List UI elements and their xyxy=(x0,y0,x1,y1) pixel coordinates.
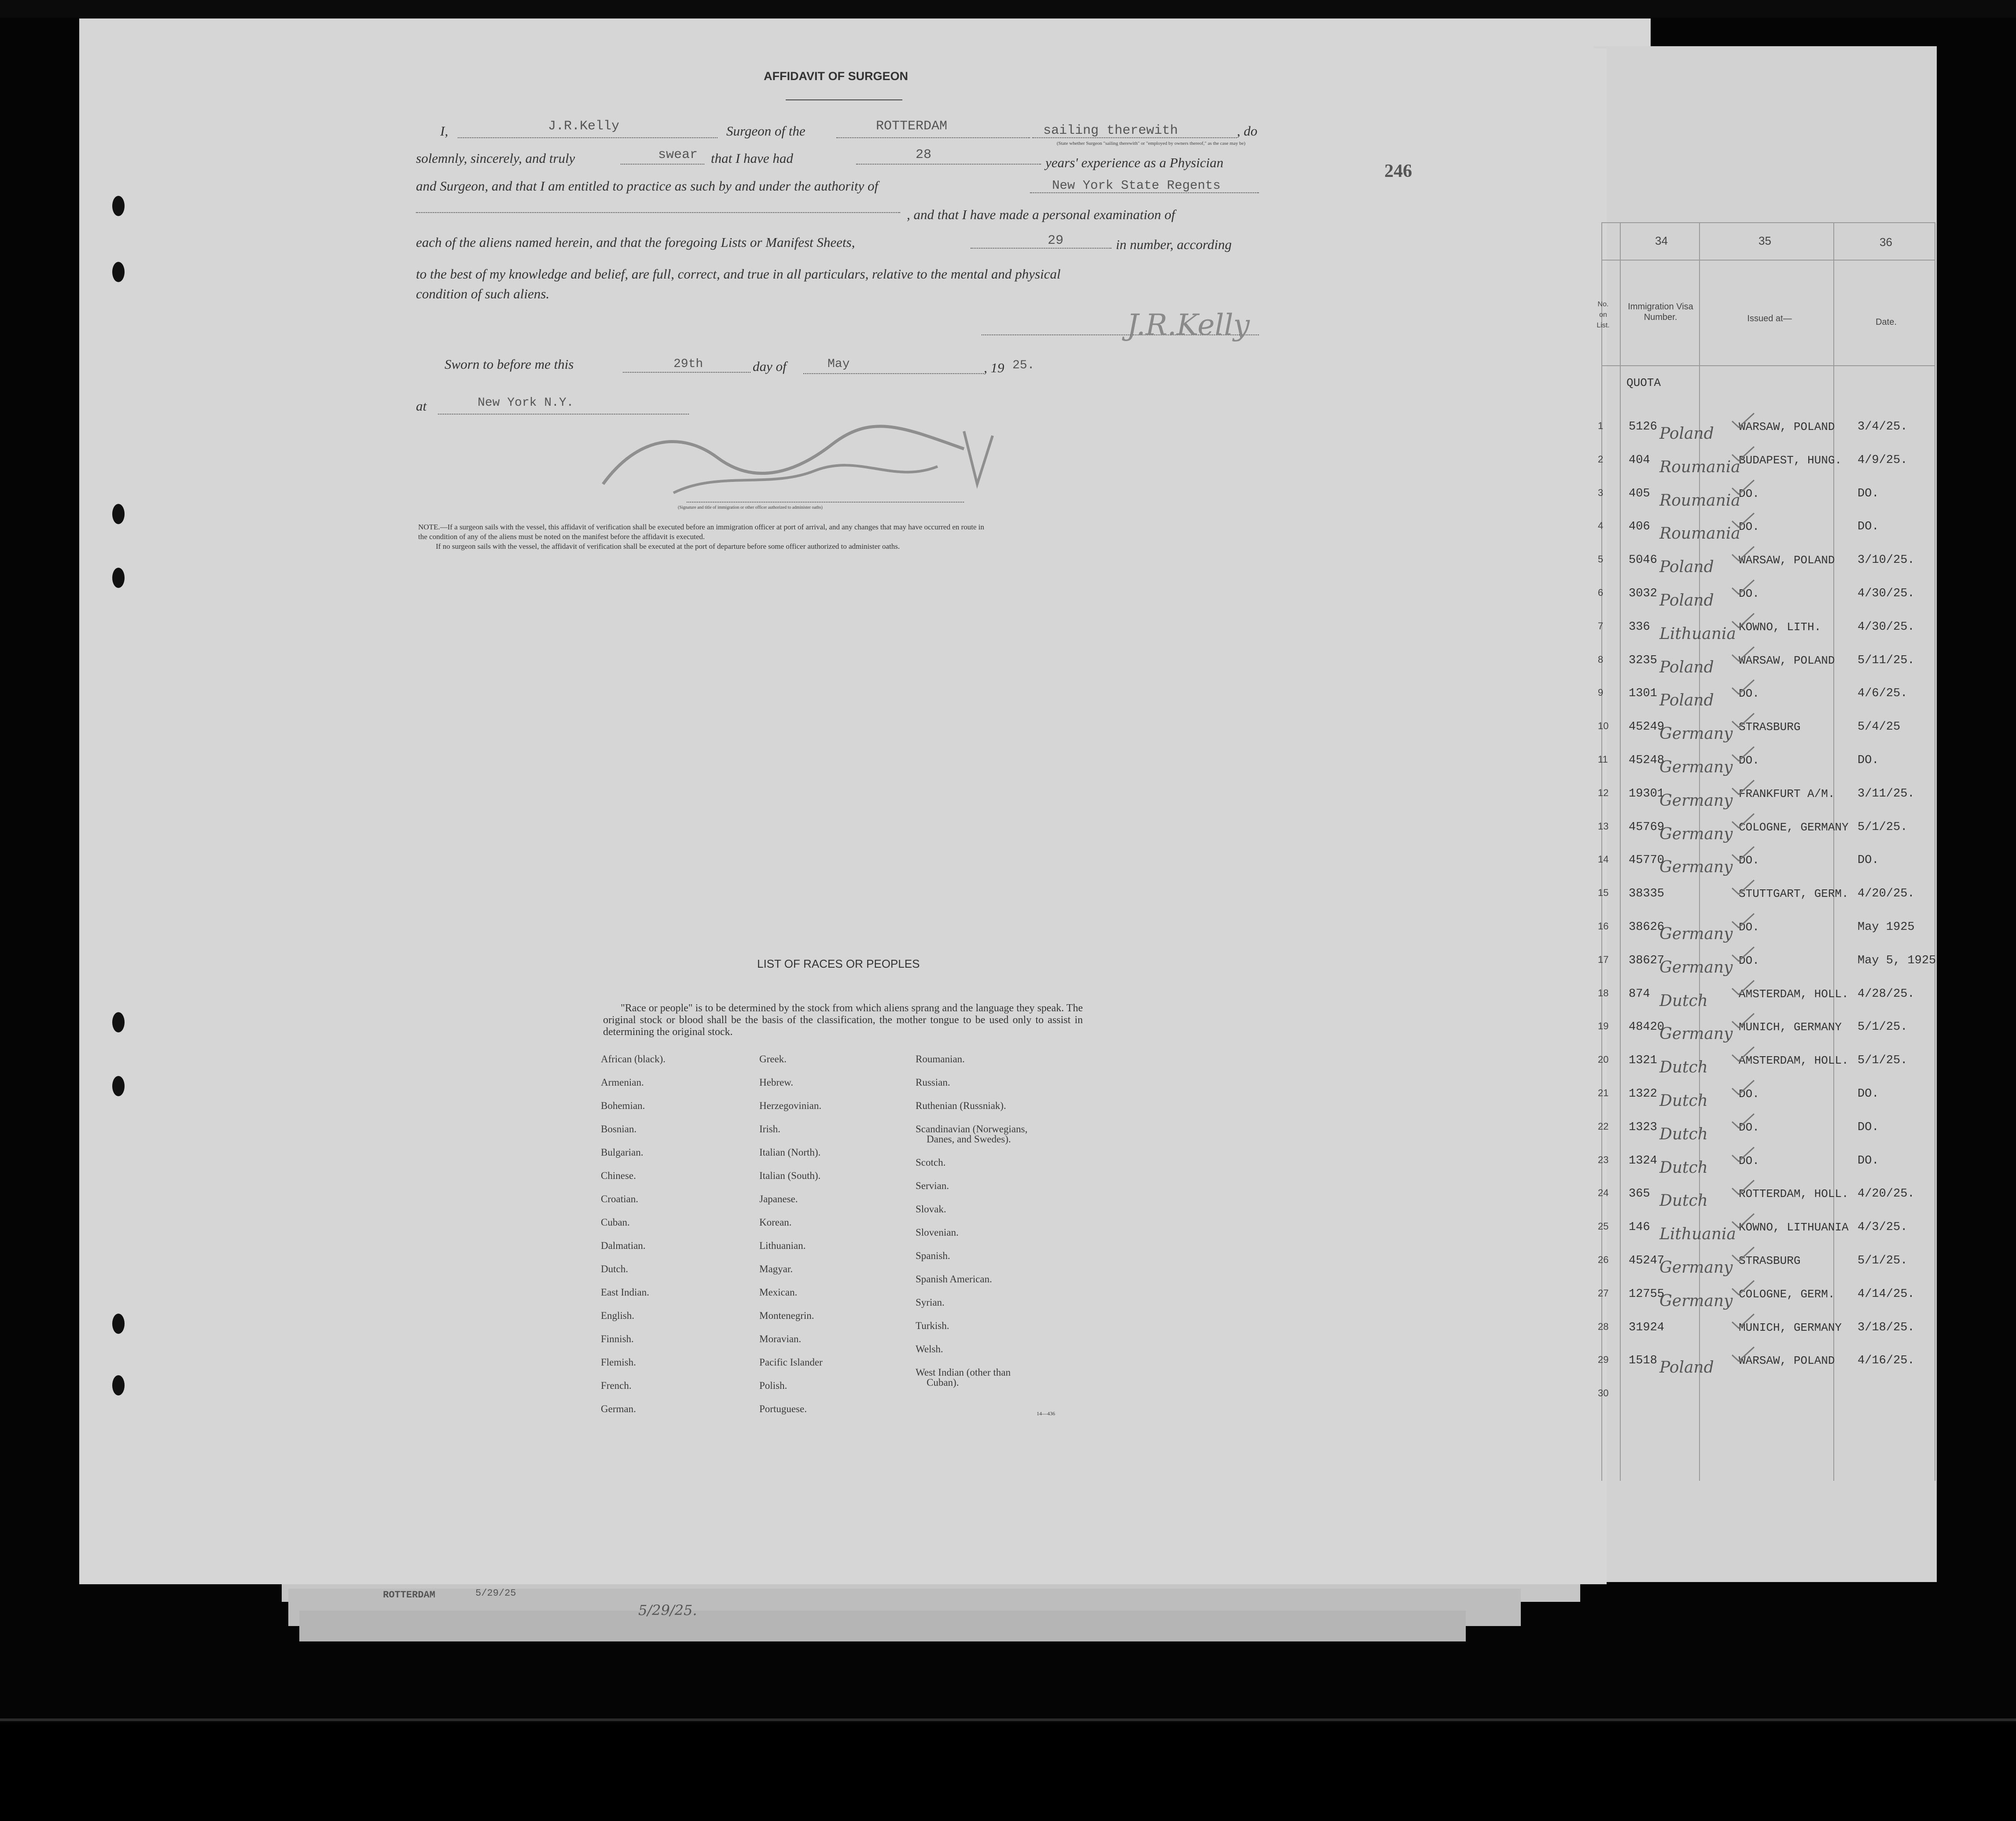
manifest-sheet xyxy=(1593,46,1937,1582)
check-mark-icon xyxy=(1730,1245,1756,1263)
race-item: Danes, and Swedes). xyxy=(927,1134,1011,1145)
visa-number: 31924 xyxy=(1629,1321,1665,1334)
handwritten-race: Roumania xyxy=(1659,525,1740,543)
row-number: 5 xyxy=(1598,554,1604,565)
row-number: 17 xyxy=(1598,954,1609,965)
row-number: 6 xyxy=(1598,587,1604,598)
race-item: Cuban. xyxy=(601,1217,630,1228)
stack-date-typed: 5/29/25 xyxy=(475,1588,516,1599)
officer-signature xyxy=(585,418,1008,506)
issue-date: May 5, 1925 xyxy=(1858,954,1936,967)
race-item: Irish. xyxy=(759,1123,780,1134)
handwritten-race: Dutch xyxy=(1659,992,1708,1010)
check-mark-icon xyxy=(1730,1345,1756,1363)
race-item: Bohemian. xyxy=(601,1100,645,1111)
race-item: Dalmatian. xyxy=(601,1240,646,1251)
race-item: African (black). xyxy=(601,1054,666,1065)
row-number: 30 xyxy=(1598,1388,1609,1399)
column-number-34: 34 xyxy=(1655,234,1668,247)
issue-date: 4/9/25. xyxy=(1858,454,1908,467)
visa-number: 405 xyxy=(1629,487,1650,500)
handwritten-race: Dutch xyxy=(1659,1192,1708,1210)
issued-at: ROTTERDAM, HOLL. xyxy=(1739,1187,1849,1201)
note-line1: NOTE.—If a surgeon sails with the vessel, this affidavit of verification shall be executed before an immigration officer at port of arrival, and any changes that may have occurred en route in xyxy=(418,523,984,531)
handwritten-race: Lithuania xyxy=(1659,625,1736,643)
races-title: LIST OF RACES OR PEOPLES xyxy=(757,957,920,970)
years-experience: 28 xyxy=(916,147,932,162)
row-number: 1 xyxy=(1598,420,1604,431)
handwritten-race: Dutch xyxy=(1659,1125,1708,1143)
header-date: Date. xyxy=(1876,317,1897,327)
handwritten-race: Germany xyxy=(1659,1292,1733,1310)
check-mark-icon xyxy=(1730,1312,1756,1330)
race-item: Turkish. xyxy=(916,1320,949,1331)
check-mark-icon xyxy=(1730,1079,1756,1096)
surgeon-name: J.R.Kelly xyxy=(548,119,620,134)
issue-date: DO. xyxy=(1858,1154,1879,1167)
oath-word: swear xyxy=(658,147,698,162)
handwritten-race: Dutch xyxy=(1659,1058,1708,1076)
issue-date: 4/20/25. xyxy=(1858,887,1915,900)
do-label: , do xyxy=(1237,123,1258,139)
issued-at: WARSAW, POLAND xyxy=(1739,654,1835,667)
check-mark-icon xyxy=(1730,1012,1756,1029)
check-mark-icon xyxy=(1730,1112,1756,1130)
visa-number: 38627 xyxy=(1629,954,1665,967)
visa-number: 5126 xyxy=(1629,420,1657,433)
race-item: Herzegovinian. xyxy=(759,1100,822,1111)
race-item: Lithuanian. xyxy=(759,1240,806,1251)
affidavit-line4: , and that I have made a personal examination of xyxy=(907,207,1175,222)
issued-at: STRASBURG xyxy=(1739,720,1801,734)
race-item: Scandinavian (Norwegians, xyxy=(916,1123,1028,1134)
row-number: 14 xyxy=(1598,854,1609,865)
visa-number: 45770 xyxy=(1629,854,1665,867)
issue-date: 4/14/25. xyxy=(1858,1288,1915,1301)
handwritten-race: Germany xyxy=(1659,825,1733,843)
sworn-month: May xyxy=(828,357,850,371)
form-code: 14—436 xyxy=(1037,1410,1055,1417)
handwritten-race: Poland xyxy=(1659,425,1714,443)
handwritten-race: Roumania xyxy=(1659,458,1740,476)
row-number: 22 xyxy=(1598,1121,1609,1132)
race-item: Korean. xyxy=(759,1217,792,1228)
issued-at: DO. xyxy=(1739,954,1759,967)
visa-number: 12755 xyxy=(1629,1288,1665,1301)
visa-number: 406 xyxy=(1629,520,1650,533)
row-number: 10 xyxy=(1598,720,1609,731)
race-item: Moravian. xyxy=(759,1333,802,1344)
issued-at: STRASBURG xyxy=(1739,1254,1801,1267)
issue-date: DO. xyxy=(1858,487,1879,500)
title-underline xyxy=(786,99,902,100)
year-prefix: , 19 xyxy=(984,360,1004,375)
row-number: 25 xyxy=(1598,1221,1609,1232)
quota-label: QUOTA xyxy=(1626,376,1661,389)
row-number: 15 xyxy=(1598,887,1609,898)
header-no-on-list: No. on List. xyxy=(1597,301,1610,329)
row-number: 13 xyxy=(1598,821,1609,832)
issued-at: COLOGNE, GERMANY xyxy=(1739,821,1849,834)
row-number: 23 xyxy=(1598,1154,1609,1165)
issue-date: 4/6/25. xyxy=(1858,687,1908,700)
issue-date: 3/10/25. xyxy=(1858,554,1915,567)
visa-number: 3235 xyxy=(1629,654,1657,667)
issued-at: WARSAW, POLAND xyxy=(1739,1354,1835,1367)
issued-at: WARSAW, POLAND xyxy=(1739,554,1835,567)
issue-date: DO. xyxy=(1858,754,1879,767)
issue-date: 4/20/25. xyxy=(1858,1187,1915,1201)
check-mark-icon xyxy=(1730,1179,1756,1196)
handwritten-race: Lithuania xyxy=(1659,1225,1736,1243)
issue-date: 5/11/25. xyxy=(1858,654,1915,667)
visa-number: 874 xyxy=(1629,988,1650,1001)
scan-top-border xyxy=(0,0,2016,18)
race-item: Chinese. xyxy=(601,1170,636,1181)
issue-date: DO. xyxy=(1858,854,1879,867)
handwritten-race: Germany xyxy=(1659,1259,1733,1277)
check-mark-icon xyxy=(1730,478,1756,496)
row-number: 19 xyxy=(1598,1021,1609,1032)
issue-date: 5/1/25. xyxy=(1858,1254,1908,1267)
issued-at: KOWNO, LITH. xyxy=(1739,620,1821,634)
vessel-name: ROTTERDAM xyxy=(876,119,948,134)
affidavit-line2b: that I have had xyxy=(711,151,793,166)
check-mark-icon xyxy=(1730,878,1756,896)
i-label: I, xyxy=(440,123,449,139)
handwritten-race: Germany xyxy=(1659,725,1733,743)
grid-line xyxy=(1601,222,1935,223)
check-mark-icon xyxy=(1730,745,1756,763)
check-mark-icon xyxy=(1730,845,1756,863)
issued-at: DO. xyxy=(1739,921,1759,934)
row-number: 12 xyxy=(1598,787,1609,798)
check-mark-icon xyxy=(1730,979,1756,996)
handwritten-race: Germany xyxy=(1659,958,1733,977)
at-label: at xyxy=(416,398,427,414)
surgeon-of-label: Surgeon of the xyxy=(726,123,806,139)
check-mark-icon xyxy=(1730,545,1756,562)
affidavit-line2a: solemnly, sincerely, and truly xyxy=(416,151,575,166)
issued-at: DO. xyxy=(1739,687,1759,700)
issue-date: 4/16/25. xyxy=(1858,1354,1915,1367)
race-item: Pacific Islander xyxy=(759,1357,823,1368)
check-mark-icon xyxy=(1730,1145,1756,1163)
visa-number: 1301 xyxy=(1629,687,1657,700)
affidavit-line5a: each of the aliens named herein, and that the foregoing Lists or Manifest Sheets, xyxy=(416,235,855,250)
visa-number: 1324 xyxy=(1629,1154,1657,1167)
handwritten-race: Poland xyxy=(1659,591,1714,609)
issue-date: 5/1/25. xyxy=(1858,1054,1908,1067)
visa-number: 45769 xyxy=(1629,821,1665,834)
issued-at: DO. xyxy=(1739,520,1759,533)
issue-date: 3/4/25. xyxy=(1858,420,1908,433)
sailing-status: sailing therewith xyxy=(1043,123,1178,138)
check-mark-icon xyxy=(1730,712,1756,729)
column-number-36: 36 xyxy=(1880,235,1892,249)
race-item: West Indian (other than xyxy=(916,1367,1011,1378)
note-line2: the condition of any of the aliens must be noted on the manifest before the affidavit is executed. xyxy=(418,532,705,541)
issued-at: AMSTERDAM, HOLL. xyxy=(1739,988,1849,1001)
row-number: 7 xyxy=(1598,620,1604,631)
visa-number: 48420 xyxy=(1629,1021,1665,1034)
issued-at: AMSTERDAM, HOLL. xyxy=(1739,1054,1849,1067)
handwritten-race: Poland xyxy=(1659,658,1714,676)
check-mark-icon xyxy=(1730,912,1756,929)
row-number: 4 xyxy=(1598,520,1604,531)
race-item: Slovenian. xyxy=(916,1227,959,1238)
issue-date: 5/1/25. xyxy=(1858,1021,1908,1034)
punch-hole xyxy=(112,568,125,588)
race-item: Hebrew. xyxy=(759,1077,794,1088)
issue-date: DO. xyxy=(1858,1087,1879,1101)
race-item: Japanese. xyxy=(759,1193,798,1204)
race-item: East Indian. xyxy=(601,1287,649,1298)
header-visa-number: Immigration Visa Number. xyxy=(1628,302,1693,322)
issued-at: COLOGNE, GERM. xyxy=(1739,1288,1835,1301)
handwritten-race: Dutch xyxy=(1659,1159,1708,1177)
issued-at: DO. xyxy=(1739,587,1759,600)
race-item: Greek. xyxy=(759,1054,787,1065)
visa-number: 365 xyxy=(1629,1187,1650,1201)
affidavit-line3: and Surgeon, and that I am entitled to practice as such by and under the authority of xyxy=(416,178,879,194)
race-item: Syrian. xyxy=(916,1297,945,1308)
punch-hole xyxy=(112,1012,125,1032)
race-item: Montenegrin. xyxy=(759,1310,814,1321)
issued-at: DO. xyxy=(1739,1154,1759,1167)
check-mark-icon xyxy=(1730,578,1756,596)
race-item: Croatian. xyxy=(601,1193,638,1204)
affidavit-title: AFFIDAVIT OF SURGEON xyxy=(764,70,908,83)
affidavit-line2c: years' experience as a Physician xyxy=(1045,155,1224,170)
race-item: Armenian. xyxy=(601,1077,644,1088)
check-mark-icon xyxy=(1730,645,1756,663)
page-number: 246 xyxy=(1384,161,1412,181)
issue-date: 4/28/25. xyxy=(1858,988,1915,1001)
visa-number: 3032 xyxy=(1629,587,1657,600)
race-item: Spanish American. xyxy=(916,1274,992,1285)
row-number: 2 xyxy=(1598,454,1604,465)
check-mark-icon xyxy=(1730,411,1756,429)
race-item: Flemish. xyxy=(601,1357,636,1368)
issued-at: DO. xyxy=(1739,754,1759,767)
row-number: 24 xyxy=(1598,1187,1609,1198)
sheets-count: 29 xyxy=(1048,233,1064,248)
check-mark-icon xyxy=(1730,812,1756,830)
race-item: Cuban). xyxy=(927,1377,959,1388)
issued-at: DO. xyxy=(1739,854,1759,867)
row-number: 20 xyxy=(1598,1054,1609,1065)
grid-line xyxy=(1601,365,1935,366)
row-number: 21 xyxy=(1598,1087,1609,1098)
issued-at: DO. xyxy=(1739,1087,1759,1101)
race-item: Bulgarian. xyxy=(601,1147,644,1158)
issue-date: 3/18/25. xyxy=(1858,1321,1915,1334)
issued-at: STUTTGART, GERM. xyxy=(1739,887,1849,900)
visa-number: 5046 xyxy=(1629,554,1657,567)
visa-number: 1518 xyxy=(1629,1354,1657,1367)
row-number: 8 xyxy=(1598,654,1604,665)
visa-number: 1321 xyxy=(1629,1054,1657,1067)
sworn-place: New York N.Y. xyxy=(478,396,574,410)
handwritten-race: Germany xyxy=(1659,792,1733,810)
issue-date: 4/30/25. xyxy=(1858,587,1915,600)
race-item: Welsh. xyxy=(916,1344,943,1355)
note-line3: If no surgeon sails with the vessel, the affidavit of verification shall be executed at the port of departure before some officer authorized to administer oaths. xyxy=(436,542,900,551)
check-mark-icon xyxy=(1730,612,1756,629)
punch-hole xyxy=(112,1314,125,1334)
issue-date: 5/1/25. xyxy=(1858,821,1908,834)
issue-date: May 1925 xyxy=(1858,921,1915,934)
race-item: Bosnian. xyxy=(601,1123,637,1134)
affidavit-line7: condition of such aliens. xyxy=(416,286,550,301)
race-item: French. xyxy=(601,1380,632,1391)
visa-number: 1323 xyxy=(1629,1121,1657,1134)
visa-number: 38335 xyxy=(1629,887,1665,900)
race-item: Roumanian. xyxy=(916,1054,965,1065)
licensing-authority: New York State Regents xyxy=(1052,178,1221,193)
punch-hole xyxy=(112,1076,125,1096)
row-number: 16 xyxy=(1598,921,1609,932)
race-item: Magyar. xyxy=(759,1263,793,1274)
punch-hole xyxy=(112,262,125,282)
column-number-35: 35 xyxy=(1758,234,1771,247)
check-mark-icon xyxy=(1730,1212,1756,1230)
issued-at: FRANKFURT A/M. xyxy=(1739,787,1835,800)
visa-number: 38626 xyxy=(1629,921,1665,934)
issue-date: 3/11/25. xyxy=(1858,787,1915,800)
visa-number: 45248 xyxy=(1629,754,1665,767)
issued-at: MUNICH, GERMANY xyxy=(1739,1321,1842,1334)
visa-number: 1322 xyxy=(1629,1087,1657,1101)
punch-hole xyxy=(112,196,125,216)
handwritten-race: Poland xyxy=(1659,691,1714,709)
handwritten-race: Poland xyxy=(1659,1358,1714,1377)
race-item: Finnish. xyxy=(601,1333,634,1344)
handwritten-race: Dutch xyxy=(1659,1092,1708,1110)
row-number: 27 xyxy=(1598,1288,1609,1299)
officer-caption: (Signature and title of immigration or other officer authorized to administer oaths) xyxy=(678,505,823,510)
race-item: Spanish. xyxy=(916,1250,950,1261)
grid-line xyxy=(1601,260,1935,261)
check-mark-icon xyxy=(1730,678,1756,696)
year-suffix: 25. xyxy=(1012,359,1035,372)
visa-number: 404 xyxy=(1629,454,1650,467)
check-mark-icon xyxy=(1730,1279,1756,1296)
sailing-note: (State whether Surgeon "sailing therewith" or "employed by owners thereof," as the case may be) xyxy=(1056,141,1246,146)
race-item: Servian. xyxy=(916,1180,949,1191)
race-item: Polish. xyxy=(759,1380,787,1391)
handwritten-race: Roumania xyxy=(1659,492,1740,510)
race-item: Russian. xyxy=(916,1077,950,1088)
scan-bottom-stripe xyxy=(0,1718,2016,1721)
header-issued-at: Issued at— xyxy=(1747,314,1792,323)
race-item: Slovak. xyxy=(916,1204,946,1215)
race-item: Mexican. xyxy=(759,1287,798,1298)
check-mark-icon xyxy=(1730,1045,1756,1063)
sworn-label: Sworn to before me this xyxy=(445,356,574,372)
races-intro: "Race or people" is to be determined by the stock from which aliens sprang and the language they speak. The original stock or blood shall be the basis of the classification, the mother tongue to be used only to assist in determining the original stock. xyxy=(603,1002,1083,1038)
issued-at: MUNICH, GERMANY xyxy=(1739,1021,1842,1034)
check-mark-icon xyxy=(1730,511,1756,529)
stack-date-handwritten: 5/29/25. xyxy=(638,1602,697,1619)
affidavit-line6: to the best of my knowledge and belief, are full, correct, and true in all particulars, relative to the mental and physical xyxy=(416,266,1061,282)
stack-vessel-label: ROTTERDAM xyxy=(383,1590,435,1601)
issue-date: DO. xyxy=(1858,1121,1879,1134)
row-number: 9 xyxy=(1598,687,1604,698)
issued-at: DO. xyxy=(1739,1121,1759,1134)
visa-number: 45249 xyxy=(1629,720,1665,734)
day-of-label: day of xyxy=(753,359,787,374)
issued-at: KOWNO, LITHUANIA xyxy=(1739,1221,1849,1234)
handwritten-race: Germany xyxy=(1659,1025,1733,1043)
grid-line xyxy=(1620,222,1621,1481)
visa-number: 146 xyxy=(1629,1221,1650,1234)
visa-number: 45247 xyxy=(1629,1254,1665,1267)
check-mark-icon xyxy=(1730,945,1756,963)
issue-date: DO. xyxy=(1858,520,1879,533)
race-item: Italian (South). xyxy=(759,1170,821,1181)
issued-at: WARSAW, POLAND xyxy=(1739,420,1835,433)
row-number: 18 xyxy=(1598,988,1609,999)
row-number: 11 xyxy=(1598,754,1608,765)
visa-number: 19301 xyxy=(1629,787,1665,800)
handwritten-race: Germany xyxy=(1659,758,1733,776)
handwritten-race: Germany xyxy=(1659,858,1733,876)
sworn-day: 29th xyxy=(673,357,703,371)
row-number: 3 xyxy=(1598,487,1604,498)
affidavit-line5b: in number, according xyxy=(1116,237,1232,252)
race-item: English. xyxy=(601,1310,635,1321)
handwritten-race: Poland xyxy=(1659,558,1714,576)
check-mark-icon xyxy=(1730,778,1756,796)
row-number: 26 xyxy=(1598,1254,1609,1265)
punch-hole xyxy=(112,504,125,524)
check-mark-icon xyxy=(1730,445,1756,463)
issued-at: DO. xyxy=(1739,487,1759,500)
issue-date: 4/3/25. xyxy=(1858,1221,1908,1234)
race-item: Ruthenian (Russniak). xyxy=(916,1100,1006,1111)
row-number: 29 xyxy=(1598,1354,1609,1365)
stacked-page-edge xyxy=(299,1611,1466,1641)
race-item: Dutch. xyxy=(601,1263,628,1274)
scan-bottom-border xyxy=(0,1723,2016,1821)
issued-at: BUDAPEST, HUNG. xyxy=(1739,454,1842,467)
race-item: Portuguese. xyxy=(759,1403,807,1414)
surgeon-signature: J.R.Kelly xyxy=(1127,308,1250,342)
punch-hole xyxy=(112,1375,125,1395)
race-item: German. xyxy=(601,1403,636,1414)
race-item: Scotch. xyxy=(916,1157,946,1168)
visa-number: 336 xyxy=(1629,620,1650,634)
handwritten-race: Germany xyxy=(1659,925,1733,943)
race-item: Italian (North). xyxy=(759,1147,821,1158)
issue-date: 4/30/25. xyxy=(1858,620,1915,634)
issue-date: 5/4/25 xyxy=(1858,720,1901,734)
row-number: 28 xyxy=(1598,1321,1609,1332)
